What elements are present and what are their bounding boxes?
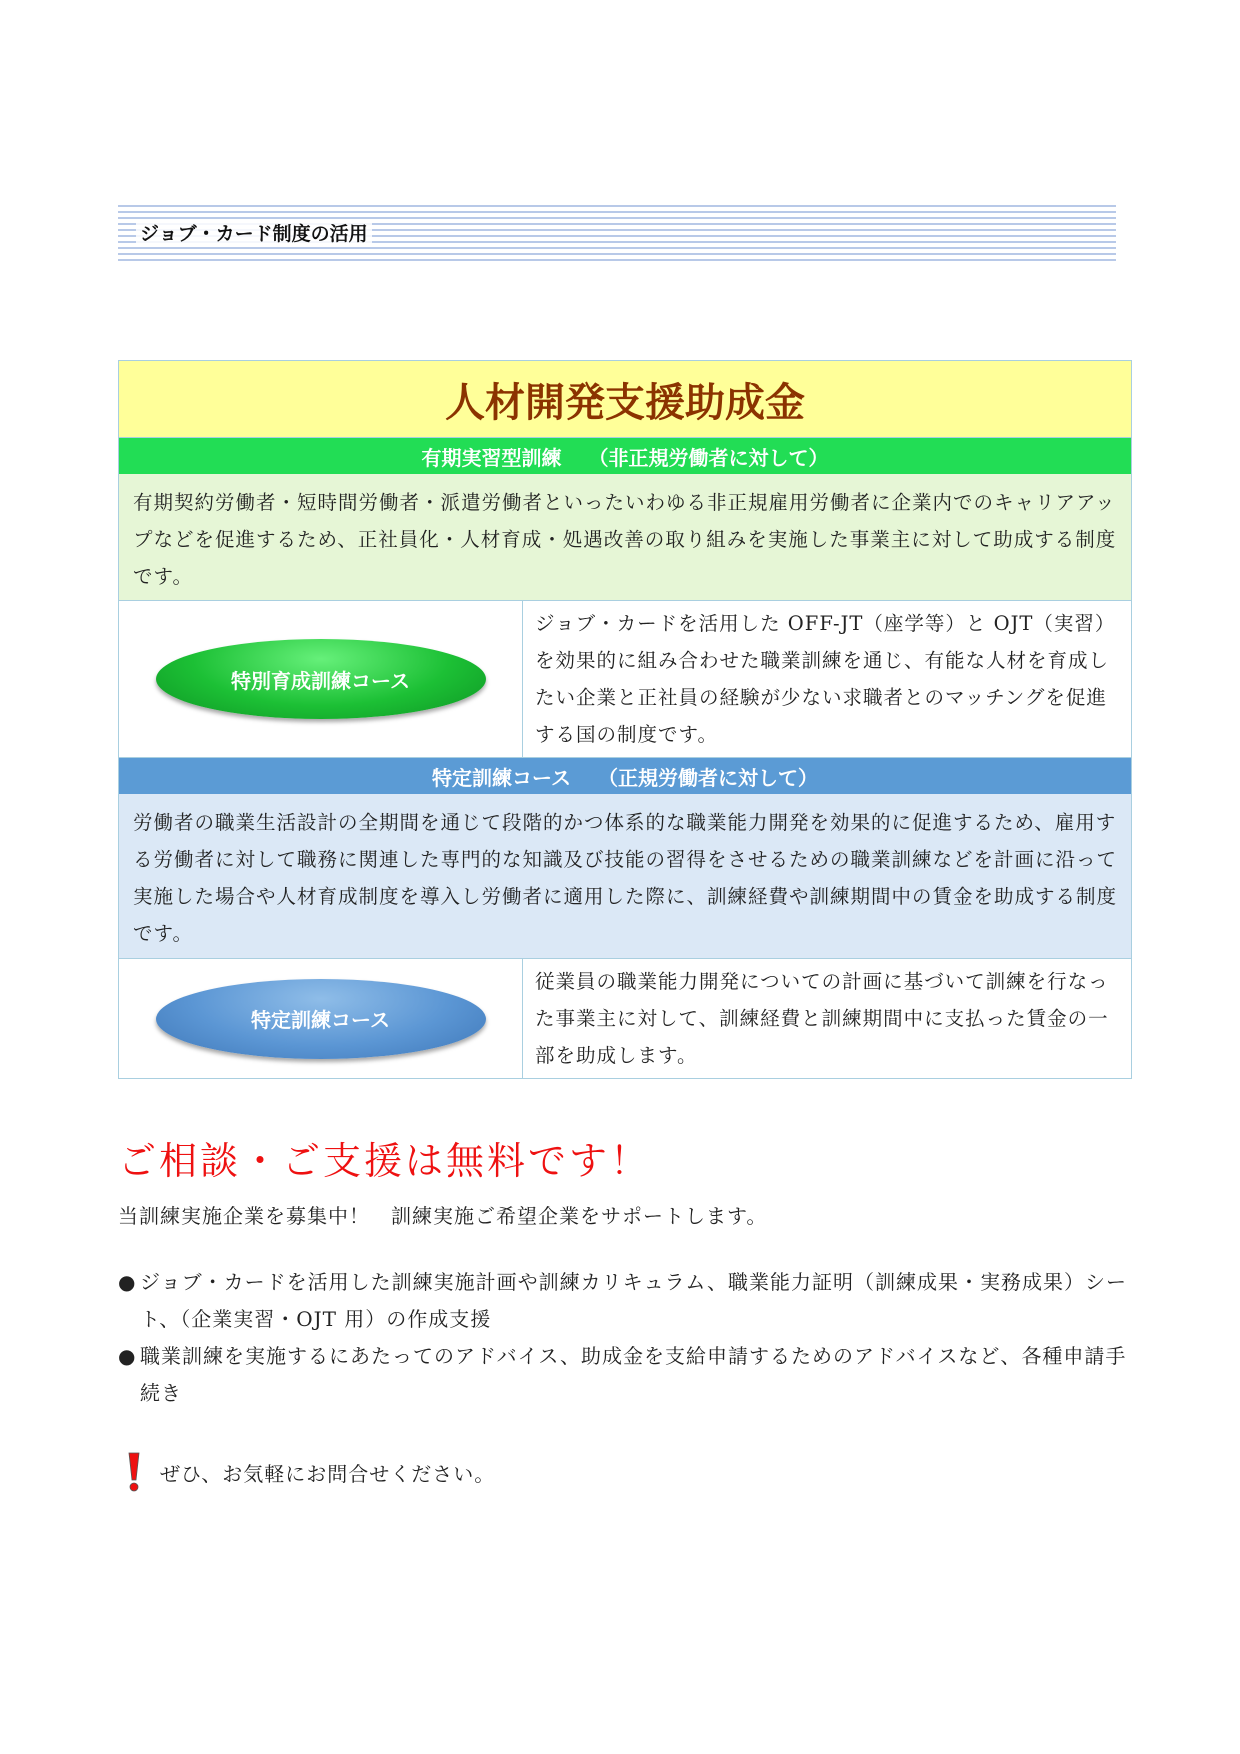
free-consultation-heading: ご相談・ご支援は無料です！: [118, 1139, 652, 1183]
specific-course-row: [119, 959, 1131, 1078]
specific-course-cell: [119, 959, 523, 1078]
contact-line: [126, 1452, 495, 1492]
fixed-term-band: 有期実習型訓練 （非正規労働者に対して）: [119, 438, 1131, 474]
fixed-term-description: 有期契約労働者・短時間労働者・派遣労働者といったいわゆる非正規雇用労働者に企業内でのキャリアアップなどを促進するため、正社員化・人材育成・処遇改善の取り組みを実施した事業主に対して助成する制度です。: [119, 474, 1131, 601]
bullet-text: 職業訓練を実施するにあたってのアドバイス、助成金を支給申請するためのアドバイスなど、各種申請手続き: [140, 1344, 1127, 1405]
specific-course-text: 従業員の職業能力開発についての計画に基づいて訓練を行なった事業主に対して、訓練経費と訓練期間中に支払った賃金の一部を助成します。: [535, 970, 1109, 1067]
recruit-text: 当訓練実施企業を募集中！ 訓練実施ご希望企業をサポートします。: [118, 1204, 768, 1228]
list-item: [118, 1338, 1140, 1412]
list-item: [118, 1264, 1140, 1338]
specific-training-course-badge: 特定訓練コース: [156, 979, 486, 1059]
fixed-term-course-text: ジョブ・カードを活用した OFF-JT（座学等）と OJT（実習）を効果的に組み合わせた職業訓練を通じ、有能な人材を育成したい企業と正社員の経験が少ない求職者とのマッチングを促進する国の制度です。: [535, 612, 1116, 746]
exclamation-icon: [126, 1452, 142, 1492]
bullet-text: ジョブ・カードを活用した訓練実施計画や訓練カリキュラム、職業能力証明（訓練成果・実務成果）シート、（企業実習・OJT 用）の作成支援: [140, 1270, 1127, 1331]
bullet-mark: ●: [118, 1270, 137, 1294]
specific-description: 労働者の職業生活設計の全期間を通じて段階的かつ体系的な職業能力開発を効果的に促進するため、雇用する労働者に対して職務に関連した専門的な知識及び技能の習得をさせるための職業訓練などを計画に沿って実施した場合や人材育成制度を導入し労働者に適用した際に、訓練経費や訓練期間中の賃金を助成する制度です。: [119, 794, 1131, 959]
section-banner: [118, 205, 1116, 261]
bullet-mark: ●: [118, 1344, 137, 1368]
contact-text: ぜひ、お気軽にお問合せください。: [160, 1461, 496, 1486]
grant-title: 人材開発支援助成金: [119, 361, 1131, 438]
section-title: ジョブ・カード制度の活用: [136, 219, 372, 246]
grant-info-box: [118, 360, 1132, 1079]
specific-band: 特定訓練コース （正規労働者に対して）: [119, 758, 1131, 794]
fixed-term-course-cell: [119, 601, 523, 757]
fixed-term-course-row: [119, 601, 1131, 758]
special-training-course-badge: 特別育成訓練コース: [156, 639, 486, 719]
